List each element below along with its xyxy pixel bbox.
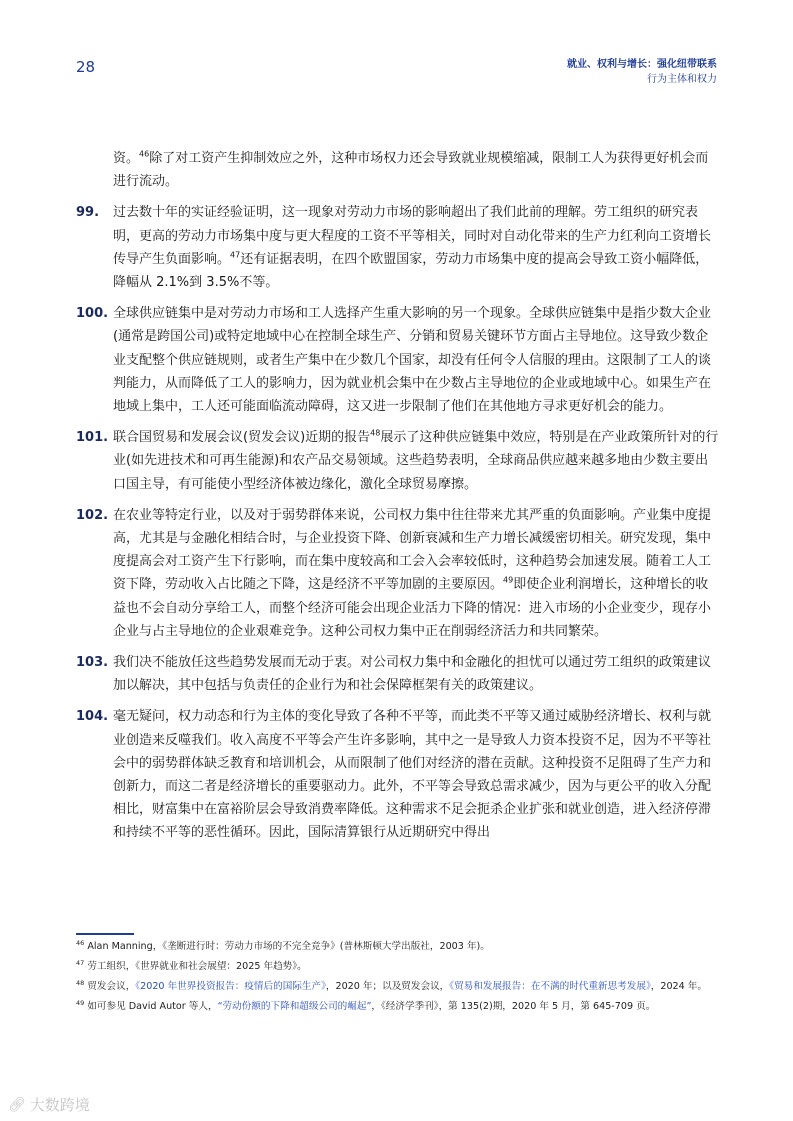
text-run: 还有证据表明，在四个欧盟国家，劳动力市场集中度的提高会导致工资小幅降低，降幅从 2.1%到 3.5%不等。 xyxy=(113,251,709,291)
paragraph-text xyxy=(113,302,720,418)
paragraph-number xyxy=(76,147,113,193)
paragraph-text xyxy=(113,147,720,193)
citation-link[interactable]: 《贸易和发展报告：在不满的时代重新思考发展》 xyxy=(449,981,651,992)
paragraph-text xyxy=(113,651,720,697)
text-run: 如可参见 David Autor 等人， xyxy=(84,1001,218,1012)
running-header xyxy=(567,57,717,87)
text-run: 在农业等特定行业，以及对于弱势群体来说，公司权力集中往往带来尤其严重的负面影响。产业集中度提高，尤其是与金融化相结合时，与企业投资下降、创新衰减和生产力增长减缓密切相关。研究发现，集中度提高会对工资产生下行影响，而在集中度较高和工会入会率较低时，这种趋势会加速发展。随着工人工资下降，劳动收入占比随之下降，这是经济不平等加剧的主要原因。 xyxy=(113,507,712,593)
text-run: 除了对工资产生抑制效应之外，这种市场权力还会导致就业规模缩减，限制工人为获得更好机会而进行流动。 xyxy=(113,151,709,190)
text-run: 贸发会议， xyxy=(84,981,136,992)
paragraph xyxy=(76,201,720,294)
text-run: 全球供应链集中是对劳动力市场和工人选择产生重大影响的另一个现象。全球供应链集中是指少数大企业(通常是跨国公司)或特定地域中心在控制全球生产、分销和贸易关键环节方面占主导地位。这导致少数企业支配整个供应链规则，或者生产集中在少数几个国家，却没有任何令人信服的理由。这限制了工人的谈判能力，从而降低了工人的影响力，因为就业机会集中在少数占主导地位的企业或地域中心。如果生产在地域上集中，工人还可能面临流动障碍，这又进一步限制了他们在其他地方寻求更好机会的能力。 xyxy=(113,306,712,415)
paragraph-number: 101. xyxy=(76,430,109,446)
text-run: 劳工组织，《世界就业和社会展望：2025 年趋势》。 xyxy=(84,961,307,972)
header-subtitle: 行为主体和权力 xyxy=(647,74,717,85)
paragraph-number: 102. xyxy=(76,507,109,523)
link-icon: 🔗︎ xyxy=(8,1096,26,1113)
paragraph-number: 103. xyxy=(76,655,109,671)
text-run: 联合国贸易和发展会议(贸发会议)近期的报告 xyxy=(113,430,371,446)
watermark xyxy=(8,1094,90,1115)
footnote-ref[interactable]: 48 xyxy=(370,428,381,438)
footnote-ref[interactable]: 49 xyxy=(76,998,85,1007)
paragraph-number: 100. xyxy=(76,306,109,322)
header-title: 就业、权利与增长：强化纽带联系 xyxy=(567,59,717,70)
text-run: 我们决不能放任这些趋势发展而无动于衷。对公司权力集中和金融化的担忧可以通过劳工组织的政策建议加以解决，其中包括与负责任的企业行为和社会保障框架有关的政策建议。 xyxy=(113,655,712,694)
footnote-ref[interactable]: 46 xyxy=(76,938,85,947)
paragraph-number: 104. xyxy=(76,709,109,725)
paragraph-text xyxy=(113,201,720,294)
citation-link[interactable]: 《2020 年世界投资报告：疫情后的国际生产》 xyxy=(135,981,326,992)
text-run: ，《经济学季刊》，第 135(2)期，2020 年 5 月，第 645-709 页。 xyxy=(371,1001,656,1012)
footnote xyxy=(76,999,720,1015)
paragraph-text xyxy=(113,426,720,496)
footnote-ref[interactable]: 47 xyxy=(230,250,241,260)
paragraph xyxy=(76,302,720,418)
text-run: 毫无疑问，权力动态和行为主体的变化导致了各种不平等，而此类不平等又通过威胁经济增长、权利与就业创造来反噬我们。收入高度不平等会产生许多影响，其中之一是导致人力资本投资不足，因为不平等社会中的弱势群体缺乏教育和培训机会，从而限制了他们对经济的潜在贡献。这种投资不足阻碍了生产力和创新力，而这二者是经济增长的重要驱动力。此外，不平等会导致总需求减少，因为与更公平的收入分配相比，财富集中在富裕阶层会导致消费率降低。这种需求不足会扼杀企业扩张和就业创造，进入经济停滞和持续不平等的恶性循环。因此，国际清算银行从近期研究中得出 xyxy=(113,709,712,841)
footnote xyxy=(76,959,720,975)
footnotes xyxy=(76,939,720,1019)
text-run: ，2024 年。 xyxy=(650,981,707,992)
footnote xyxy=(76,979,720,995)
text-run: 资。 xyxy=(113,151,140,166)
paragraph xyxy=(76,705,720,844)
text-run: 即使企业利润增长，这种增长的收益也不会自动分享给工人，而整个经济可能会出现企业活力下降的情况：进入市场的小企业变少，现存小企业与占主导地位的企业艰难竞争。这种公司权力集中正在削弱经济活力和共同繁荣。 xyxy=(113,577,712,639)
text-run: ，2020 年；以及贸发会议， xyxy=(325,981,450,992)
page-number: 28 xyxy=(76,58,96,76)
citation-link[interactable]: “劳动份额的下降和超级公司的崛起” xyxy=(217,1001,372,1012)
text-run: 展示了这种供应链集中效应，特别是在产业政策所针对的行业(如先进技术和可再生能源)和农产品交易领域。这些趋势表明，全球商品供应越来越多地由少数主要出口国主导，有可能使小型经济体被边缘化，激化全球贸易摩擦。 xyxy=(113,430,719,492)
body-text xyxy=(76,147,720,853)
footnote-ref[interactable]: 46 xyxy=(139,149,150,159)
footnote-ref[interactable]: 47 xyxy=(76,958,85,967)
paragraph-text xyxy=(113,705,720,844)
paragraph xyxy=(76,426,720,496)
footnote-ref[interactable]: 49 xyxy=(503,576,514,586)
paragraph xyxy=(76,651,720,697)
watermark-text: 大数跨境 xyxy=(29,1096,90,1114)
paragraph xyxy=(76,504,720,643)
footnote xyxy=(76,939,720,955)
paragraph xyxy=(76,147,720,193)
paragraph-number: 99. xyxy=(76,205,100,221)
text-run: 过去数十年的实证经验证明，这一现象对劳动力市场的影响超出了我们此前的理解。劳工组织的研究表明，更高的劳动力市场集中度与更大程度的工资不平等相关，同时对自动化带来的生产力红利向工资增长传导产生负面影响。 xyxy=(113,205,712,267)
footnote-divider xyxy=(76,933,134,935)
footnote-ref[interactable]: 48 xyxy=(76,978,85,987)
paragraph-text xyxy=(113,504,720,643)
text-run: Alan Manning，《垄断进行时：劳动力市场的不完全竞争》(普林斯顿大学出版社，2003 年)。 xyxy=(84,941,490,952)
